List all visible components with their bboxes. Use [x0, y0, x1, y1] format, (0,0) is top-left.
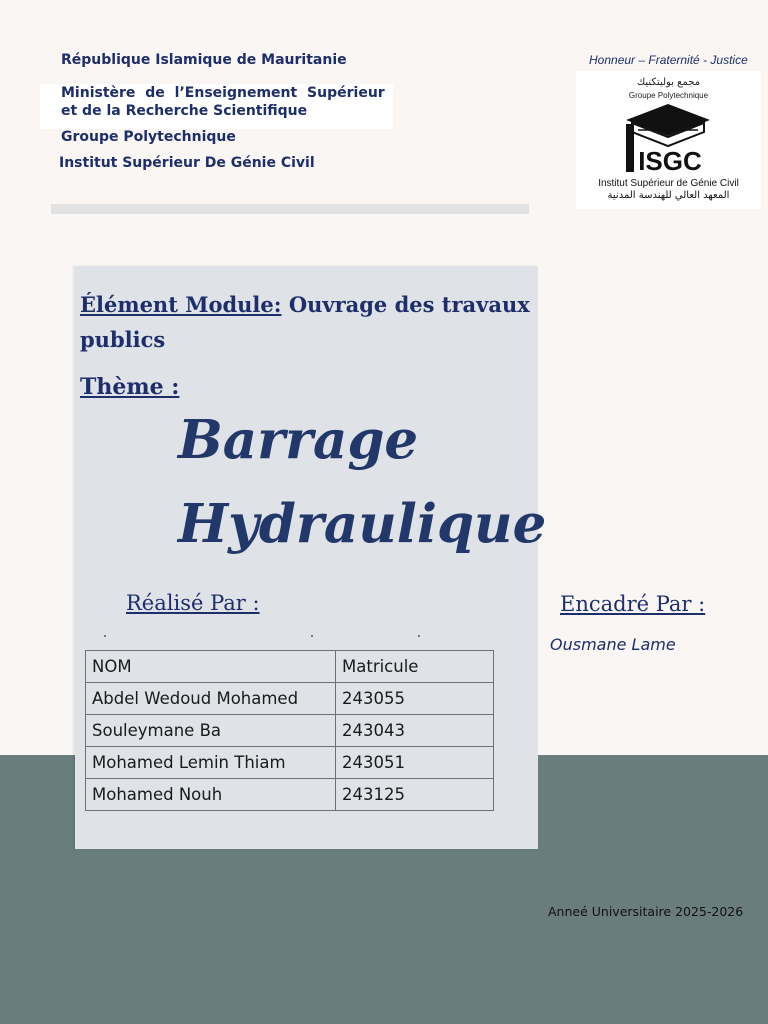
institut-name: Institut Supérieur De Génie Civil	[59, 155, 315, 171]
ministry-line-2: et de la Recherche Scientifique	[61, 103, 308, 119]
student-matricule: 243043	[336, 715, 494, 747]
module-heading	[80, 287, 540, 357]
theme-label: Thème :	[80, 374, 180, 400]
student-name: Mohamed Nouh	[86, 779, 336, 811]
realise-label: Réalisé Par :	[126, 591, 260, 615]
logo-institut-name: Institut Supérieur de Génie Civil	[598, 178, 739, 189]
logo-groupe-text: Groupe Polytechnique	[628, 91, 709, 100]
header-cell-nom: NOM	[86, 651, 336, 683]
isgc-logo	[576, 71, 761, 209]
stray-dot	[311, 635, 313, 637]
mortarboard-icon	[622, 102, 714, 176]
student-matricule: 243125	[336, 779, 494, 811]
student-name: Abdel Wedoud Mohamed	[86, 683, 336, 715]
title-line-2: Hydraulique	[178, 493, 547, 555]
table-row	[86, 747, 494, 779]
supervisor-name: Ousmane Lame	[550, 635, 676, 654]
encadre-label: Encadré Par :	[560, 592, 706, 616]
republic-name: République Islamique de Mauritanie	[61, 52, 347, 68]
module-value: Ouvrage des travaux publics	[80, 292, 530, 352]
module-label: Élément Module:	[80, 292, 282, 317]
academic-year: Anneé Universitaire 2025-2026	[548, 904, 744, 919]
ministry-line-1: Ministère de l’Enseignement Supérieur	[61, 85, 385, 101]
logo-acronym: ISGC	[638, 146, 702, 176]
title-line-1: Barrage	[178, 409, 419, 471]
groupe-name: Groupe Polytechnique	[61, 129, 236, 145]
logo-arabic-top: مجمع بوليتكنيك	[636, 77, 701, 88]
table-row	[86, 683, 494, 715]
header-cell-matricule: Matricule	[336, 651, 494, 683]
table-row	[86, 715, 494, 747]
student-matricule: 243055	[336, 683, 494, 715]
table-header-row	[86, 651, 494, 683]
student-name: Souleymane Ba	[86, 715, 336, 747]
stray-dot	[104, 635, 106, 637]
student-matricule: 243051	[336, 747, 494, 779]
students-table	[85, 650, 494, 811]
table-row	[86, 779, 494, 811]
student-name: Mohamed Lemin Thiam	[86, 747, 336, 779]
stray-dot	[418, 635, 420, 637]
ministry-name	[61, 84, 385, 120]
logo-arabic-bottom: المعهد العالي للهندسة المدنية	[607, 190, 730, 201]
header-divider	[51, 204, 529, 214]
national-motto: Honneur – Fraternité - Justice	[589, 53, 748, 67]
